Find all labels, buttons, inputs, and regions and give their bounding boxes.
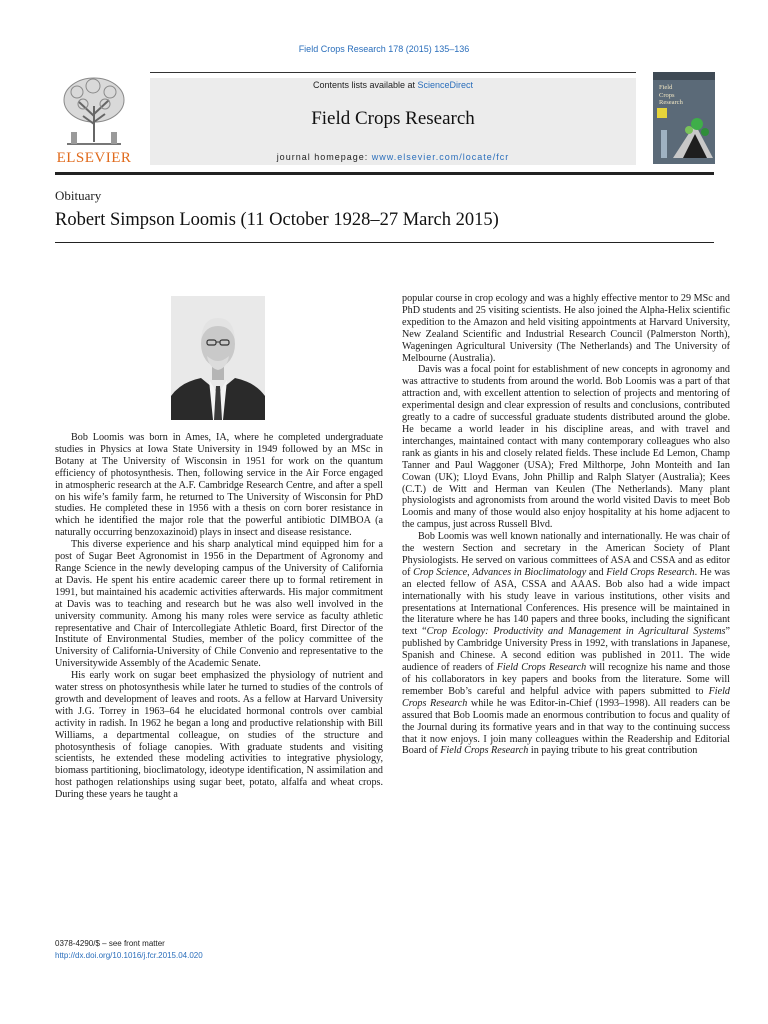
- body-paragraph: popular course in crop ecology and was a highly effective mentor to 29 MSc and PhD students and 25 visiting scientists. He also joined the Alpha-Helix scientific expedition to the Amazon and held visiting appointments at Harvard University, New Zealand Scientific and Industrial Research Council (Palmerston North), Wageningen Agricultural University (The Netherlands) and The University of Melbourne (Australia).: [402, 293, 730, 364]
- cover-title-line: Research: [659, 99, 683, 106]
- text-run: will recognize his name and those of his collaborators in key papers and books from the literature. Some will remember Bob’s careful and helpful advice with papers submitted to: [402, 662, 730, 697]
- header-rule: [55, 172, 714, 175]
- text-run: . He was an elected fellow of ASA, CSSA and AAAS. Bob also had a wide impact internationally with his study leave in various institutions, other visits and presentations at International Conferences. His presence will be maintained in the literature where he has 140 papers and three books, including the significant text “: [402, 566, 730, 638]
- text-run: Bob Loomis was well known nationally and internationally. He was chair of the western Section and secretary in the American Society of Plant Physiologists. He served on various committees of ASA and CSSA and as editor of: [402, 531, 730, 578]
- portrait-photo: [171, 296, 265, 420]
- text-run: in paying tribute to his great contribution: [528, 745, 698, 757]
- text-run: ” published by Cambridge University Press in 1992, with translations in Japanese, Spanish and Chinese. A second edition was published in 2011. The wide audience of readers of: [402, 626, 730, 674]
- cover-title-line: Crops: [659, 91, 675, 99]
- journal-name-crop-science: Crop Science: [413, 566, 468, 578]
- footer: [55, 938, 203, 962]
- journal-name-field-crops-research: Field Crops Research: [402, 685, 730, 709]
- doi-link[interactable]: http://dx.doi.org/10.1016/j.fcr.2015.04.020: [55, 951, 203, 960]
- body-paragraph: Davis was a focal point for establishment of new concepts in agronomy and was attractive to students from around the world. Bob Loomis was a part of that attraction and, with excellent attention to selection of projects and mentoring of experimental design and clear expression of results and conclusions, contributed greatly to a cadre of successful graduate students distributed around the globe. He became a world leader in his discipline areas, and with travel and interchanges, maintained contact with many contemporary colleagues who also rank as giants in his and closely related fields. These include Ed Lemon, Champ Tanner and Paul Waggoner (USA); Fred Milthorpe, John Monteith and Ian Cowan (UK); Lloyd Evans, John Phillip and Ralph Slatyer (Australia); Kees (C.T.) de Witt and Herman van Keulen (The Netherlands). Many plant physiologists and agronomists from around the world visited Davis to meet Bob Loomis and many of those would also enjoy hospitality at his home adjacent to the campus, just across Russell Blvd.: [402, 364, 730, 531]
- journal-cover-thumbnail[interactable]: [653, 72, 715, 164]
- homepage-label: journal homepage:: [276, 152, 372, 162]
- article-type: Obituary: [55, 188, 102, 203]
- journal-name-field-crops-research: Field Crops Research: [496, 662, 587, 674]
- text-run: while he was Editor-in-Chief (1993–1998). All readers can be assured that Bob Loomis made an enormous contribution to focus and quality of the Journal during its formative years and in that way to the continuing success that it now enjoys. I join many colleagues within the Readership and Editorial Board of: [402, 697, 730, 757]
- sciencedirect-link[interactable]: ScienceDirect: [417, 80, 474, 90]
- journal-name-field-crops-research: Field Crops Research: [606, 566, 695, 578]
- journal-homepage: [150, 152, 636, 162]
- body-column-right: [402, 293, 730, 757]
- publisher-name: ELSEVIER: [56, 150, 132, 166]
- body-column-left: [55, 432, 383, 801]
- article-title: Robert Simpson Loomis (11 October 1928–27 March 2015): [55, 210, 499, 230]
- contents-prefix: Contents lists available at: [312, 80, 418, 90]
- body-paragraph: Bob Loomis was born in Ames, IA, where he completed undergraduate studies in Physics at Iowa State University in 1949 followed by an MSc in Botany at The University of Wisconsin in 1951 for work on the quantum efficiency of photosynthesis. Then, following service in the Air Force engaged in atmospheric research at the A.F. Cambridge Research Centre, and after a spell on his wife’s family farm, he returned to The University of Wisconsin for PhD studies. He completed these in 1956 with a thesis on corn borer resistance in which he identified the major role that the powerful antibiotic DIMBOA (a naturally occurring benzoxazinoid) plays in insect and disease resistance.: [55, 432, 383, 539]
- masthead-top-rule: [150, 72, 636, 73]
- title-rule: [55, 242, 714, 243]
- journal-title: Field Crops Research: [311, 108, 475, 129]
- homepage-link[interactable]: www.elsevier.com/locate/fcr: [371, 152, 510, 162]
- body-paragraph: This diverse experience and his sharp analytical mind equipped him for a post of Sugar Beet Agronomist in 1956 in the Department of Agronomy and Range Science in the newly developing campus of the University of California at Davis. He spent his entire academic career there up to formal retirement in 1991, but maintained his academic activities afterwards. His major commitment at Davis was to teaching and research but he was also well involved in the university community. Among his many roles were service as faculty athletic representative and Chair of Intercollegiate Athletic Board, first Director of the Institute of Environmental Studies, member of the policy committee of the University of California-University of Chile Convenio and representative to the Universitywide Assembly of the Academic Senate.: [55, 539, 383, 670]
- journal-citation[interactable]: Field Crops Research 178 (2015) 135–136: [298, 44, 470, 54]
- body-paragraph: [402, 531, 730, 757]
- body-paragraph: His early work on sugar beet emphasized the physiology of nutrient and water stress on photosynthesis while later he turned to studies of the controls of growth and development of leaves and roots. As a fellow at Harvard University with J.G. Torrey in 1963–64 he elucidated hormonal controls over cambial activity in radish. In 1962 he began a long and productive relationship with Bill Williams, a departmental colleague, on studies of the structure and photosynthesis of foliage canopies. With graduate students and visiting scientists, he extended these modeling activities to integrative physiology, biomass partitioning, bioclimatology, ideotype identification, N assimilation and host pathogen relationships using sugar beet, potato, alfalfa and wheat crops. During these years he taught a: [55, 670, 383, 801]
- issn-line: 0378-4290/$ – see front matter: [55, 939, 165, 948]
- book-title: Crop Ecology: Productivity and Management in Agricultural Systems: [426, 626, 726, 638]
- contents-availability: [150, 80, 636, 90]
- journal-name-field-crops-research: Field Crops Research: [440, 745, 529, 757]
- text-run: ,: [467, 566, 473, 578]
- cover-artwork: [653, 72, 715, 164]
- cover-title-line: Field: [659, 84, 673, 91]
- text-run: and: [586, 566, 607, 578]
- journal-name-advances-bioclimatology: Advances in Bioclimatology: [472, 566, 587, 578]
